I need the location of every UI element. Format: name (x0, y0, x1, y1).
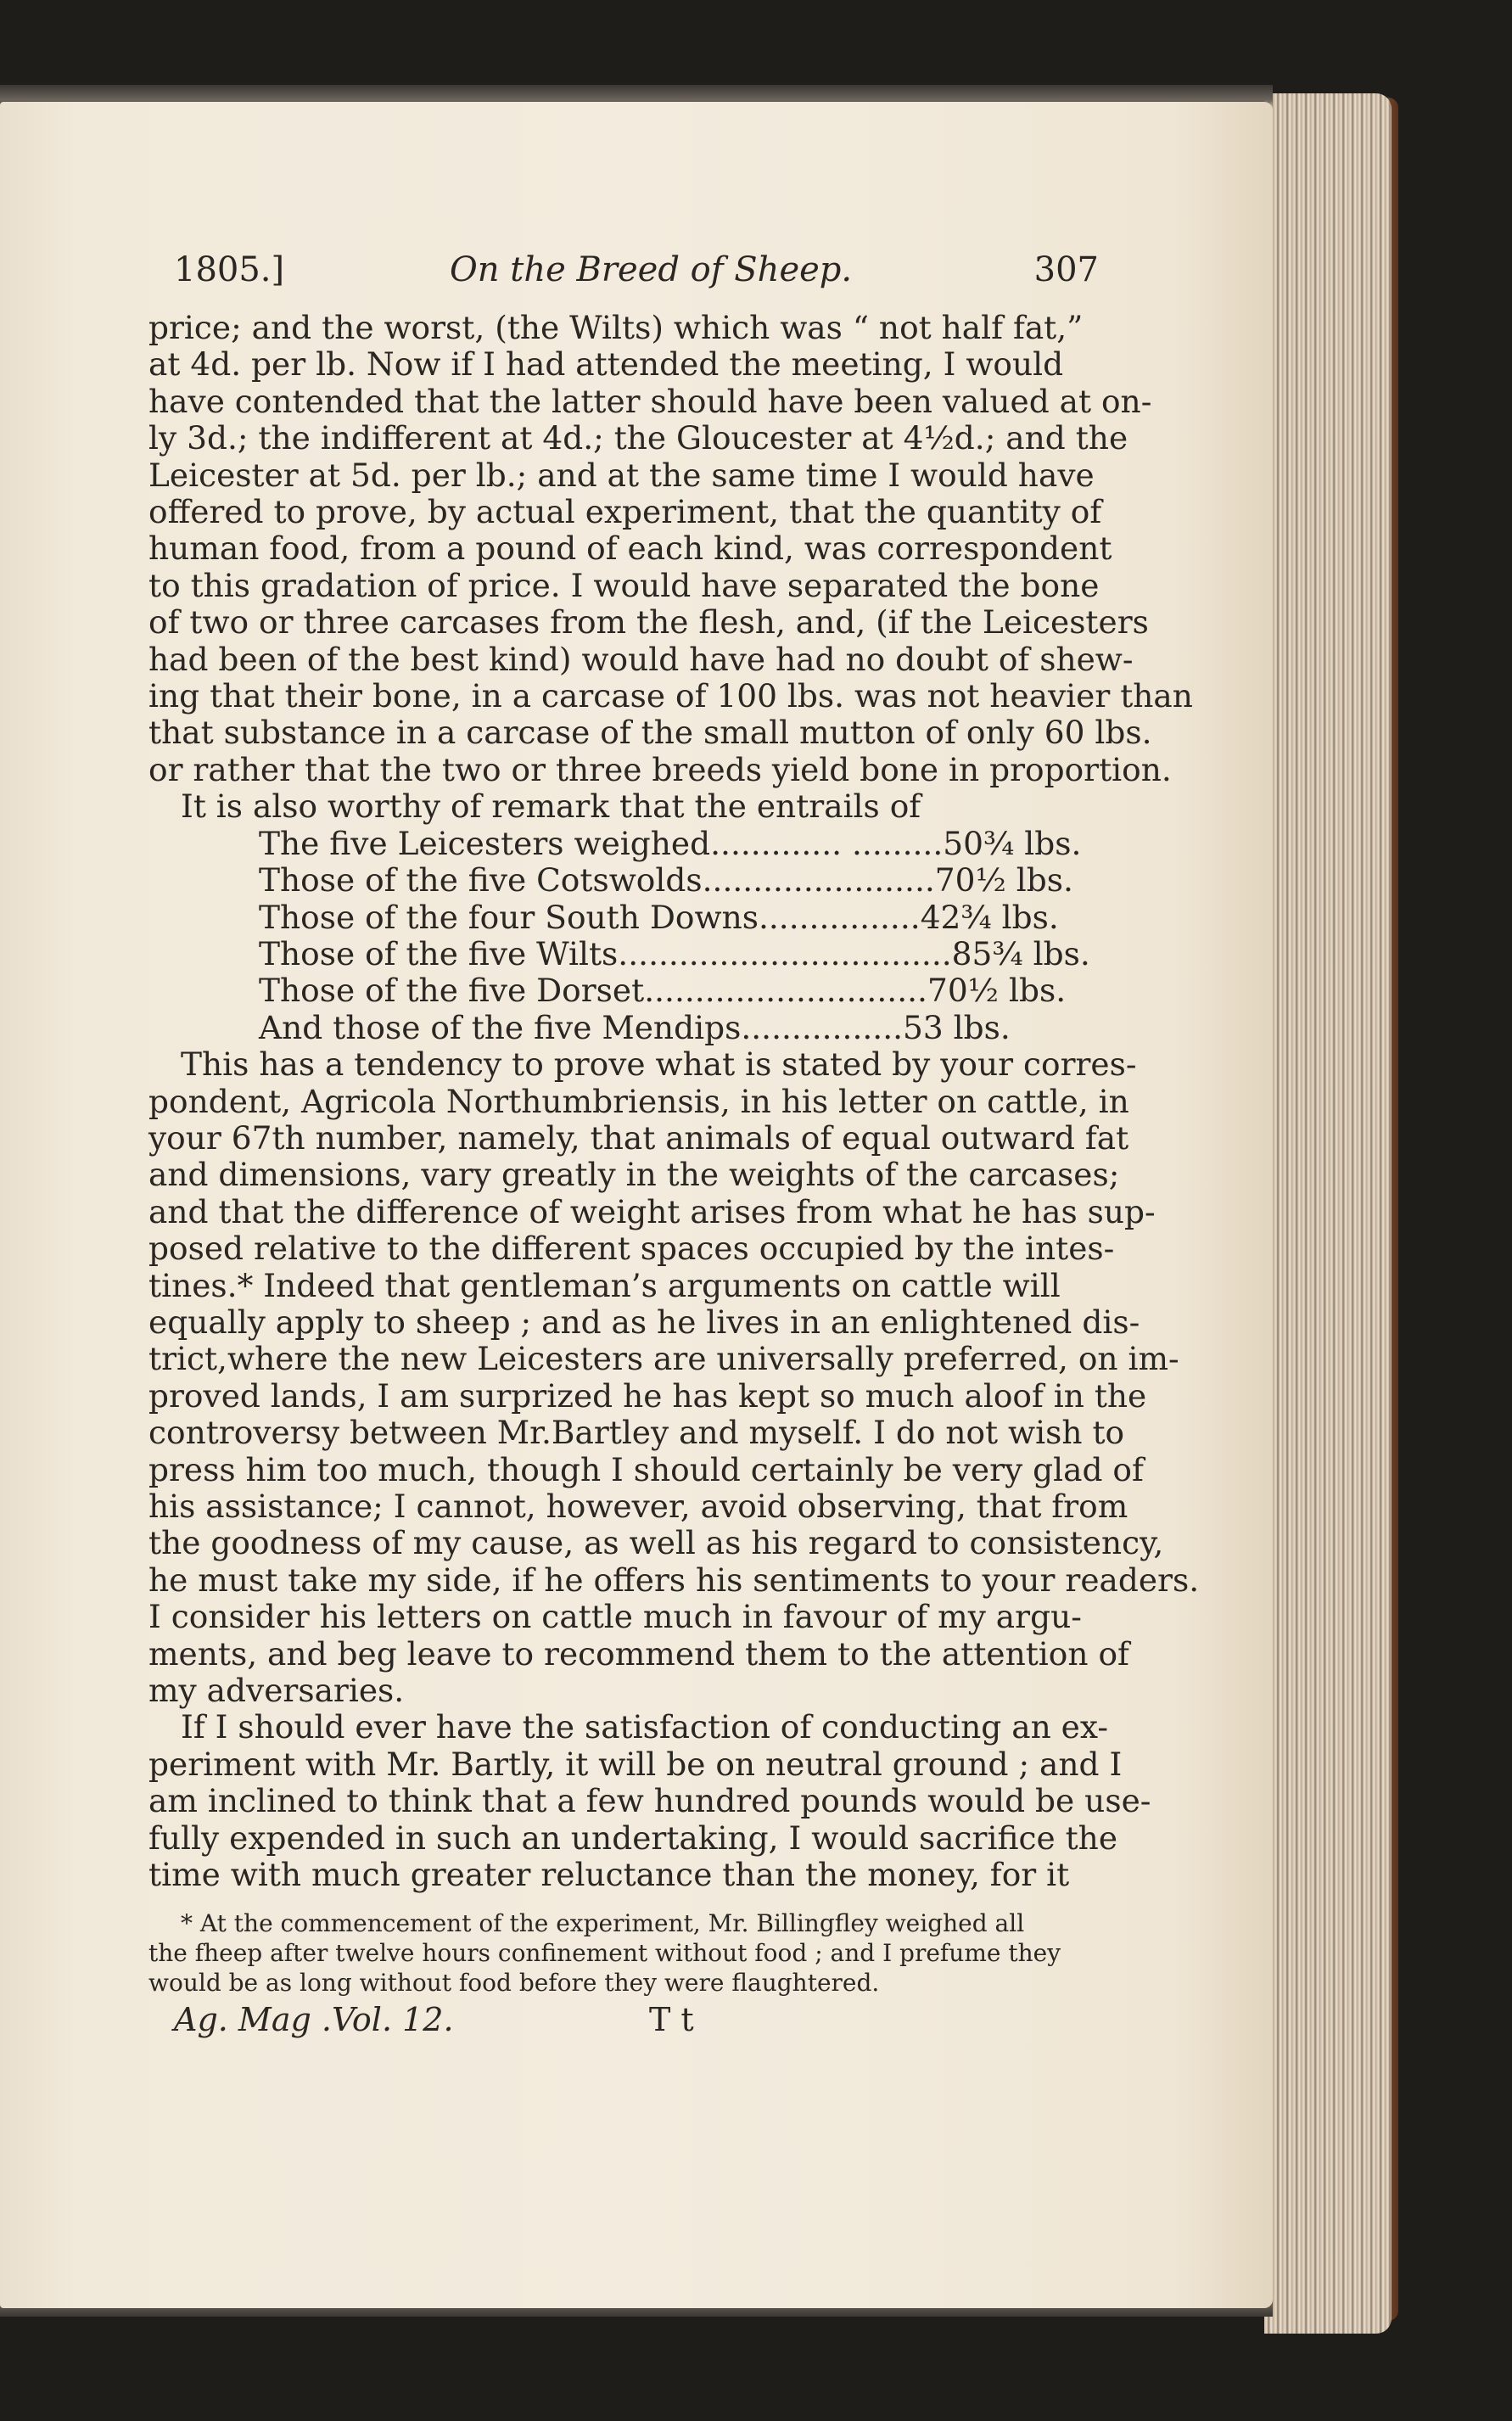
text-line: he must take my side, if he offers his sentiments to your readers. (148, 1561, 1200, 1599)
text-line: to this gradation of price. I would have separated the bone (148, 566, 1100, 604)
text-line: tines.* Indeed that gentleman’s arguments on cattle will (148, 1266, 1061, 1304)
entrails-list (148, 826, 1099, 1046)
running-header (148, 250, 1099, 310)
signature-line (148, 2001, 1099, 2043)
entry-label: And those of the five Mendips................ (259, 1008, 904, 1046)
text-line: or rather that the two or three breeds yield bone in proportion. (148, 750, 1172, 788)
paragraph-2 (148, 1045, 1200, 1710)
book-page (0, 102, 1273, 2308)
text-line: posed relative to the different spaces occupied by the intes- (148, 1230, 1115, 1268)
text-line: price; and the worst, (the Wilts) which was “ not half fat,” (148, 309, 1084, 346)
signature-mark: Ag. Mag .Vol. 12. (174, 2001, 454, 2039)
text-line: ments, and beg leave to recommend them to the attention of (148, 1634, 1129, 1673)
text-line: of two or three carcases from the flesh, and, (if the Leicesters (148, 603, 1149, 642)
list-item (148, 936, 1099, 972)
text-line: at 4d. per lb. Now if I had attended the meeting, I would (148, 345, 1064, 384)
text-line: equally apply to sheep ; and as he lives in an enlightened dis- (148, 1303, 1140, 1341)
entry-label: The five Leicesters weighed............. ......... (259, 824, 944, 862)
text-line: ing that their bone, in a carcase of 100 lbs. was not heavier than (148, 677, 1193, 715)
footnote-line: would be as long without food before they were flaughtered. (148, 1969, 880, 1998)
text-line: time with much greater reluctance than the money, for it (148, 1856, 1070, 1894)
entry-label: Those of the five Wilts................................. (259, 934, 952, 972)
text-line: and dimensions, vary greatly in the weights of the carcases; (148, 1156, 1120, 1194)
entry-value: 85¾ lbs. (951, 934, 1090, 972)
text-line: pondent, Agricola Northumbriensis, in his letter on cattle, in (148, 1082, 1129, 1120)
page-edges (1264, 93, 1392, 2334)
text-line: have contended that the latter should have been valued at on- (148, 382, 1152, 420)
text-line: and that the difference of weight arises from what he has sup- (148, 1192, 1156, 1230)
text-line: that substance in a carcase of the small mutton of only 60 lbs. (148, 714, 1152, 752)
text-line: periment with Mr. Bartly, it will be on neutral ground ; and I (148, 1745, 1123, 1783)
entry-value: 70½ lbs. (934, 861, 1073, 899)
paragraph-1 (148, 309, 1193, 788)
text-line: had been of the best kind) would have had no doubt of shew- (148, 640, 1134, 678)
text-line: human food, from a pound of each kind, was correspondent (148, 530, 1112, 568)
text-line: your 67th number, namely, that animals of equal outward fat (148, 1118, 1129, 1157)
text-line: If I should ever have the satisfaction of conducting an ex- (181, 1708, 1108, 1746)
text-line: proved lands, I am surprized he has kept so much aloof in the (148, 1376, 1147, 1415)
entry-label: Those of the five Dorset............................ (259, 972, 927, 1010)
entry-value: 70½ lbs. (927, 972, 1067, 1010)
text-line: I consider his letters on cattle much in favour of my argu- (148, 1598, 1082, 1636)
header-title: On the Breed of Sheep. (450, 250, 853, 289)
entry-label: Those of the five Cotswolds....................... (259, 861, 935, 899)
list-item (148, 862, 1099, 899)
footnote-line: * At the commencement of the experiment, Mr. Billingfley weighed all (181, 1909, 1025, 1938)
text-line: Leicester at 5d. per lb.; and at the same time I would have (148, 456, 1095, 494)
page-number: 307 (1033, 250, 1099, 289)
text-line: This has a tendency to prove what is stated by your corres- (181, 1045, 1137, 1084)
entry-value: 50¾ lbs. (943, 824, 1082, 862)
entry-value: 42¾ lbs. (920, 898, 1059, 936)
list-item (148, 826, 1099, 862)
footnote (148, 1908, 1099, 1998)
page-content (148, 250, 1200, 2043)
footnote-line: the fheep after twelve hours confinement without food ; and I prefume they (148, 1939, 1061, 1968)
list-item (148, 899, 1099, 936)
text-line: ly 3d.; the indifferent at 4d.; the Gloucester at 4½d.; and the (148, 419, 1128, 457)
entrails-intro: It is also worthy of remark that the entrails of (181, 787, 921, 826)
paragraph-3 (148, 1708, 1151, 1894)
list-item (148, 972, 1099, 1009)
entry-label: Those of the four South Downs................ (259, 898, 921, 936)
text-line: his assistance; I cannot, however, avoid observing, that from (148, 1488, 1128, 1525)
text-line: my adversaries. (148, 1672, 405, 1710)
signature-mark: T t (649, 2001, 694, 2039)
text-line: the goodness of my cause, as well as his regard to consistency, (148, 1524, 1164, 1562)
list-item (148, 1010, 1099, 1046)
text-line: trict,where the new Leicesters are universally preferred, on im- (148, 1340, 1179, 1378)
text-line: am inclined to think that a few hundred pounds would be use- (148, 1782, 1151, 1820)
body-text (148, 309, 1200, 1894)
text-line: fully expended in such an undertaking, I would sacrifice the (148, 1819, 1118, 1857)
text-line: offered to prove, by actual experiment, that the quantity of (148, 493, 1102, 531)
entry-value: 53 lbs. (903, 1008, 1011, 1046)
text-line: controversy between Mr.Bartley and myself. I do not wish to (148, 1414, 1125, 1452)
text-line: press him too much, though I should certainly be very glad of (148, 1450, 1144, 1488)
header-year: 1805.] (174, 250, 285, 289)
